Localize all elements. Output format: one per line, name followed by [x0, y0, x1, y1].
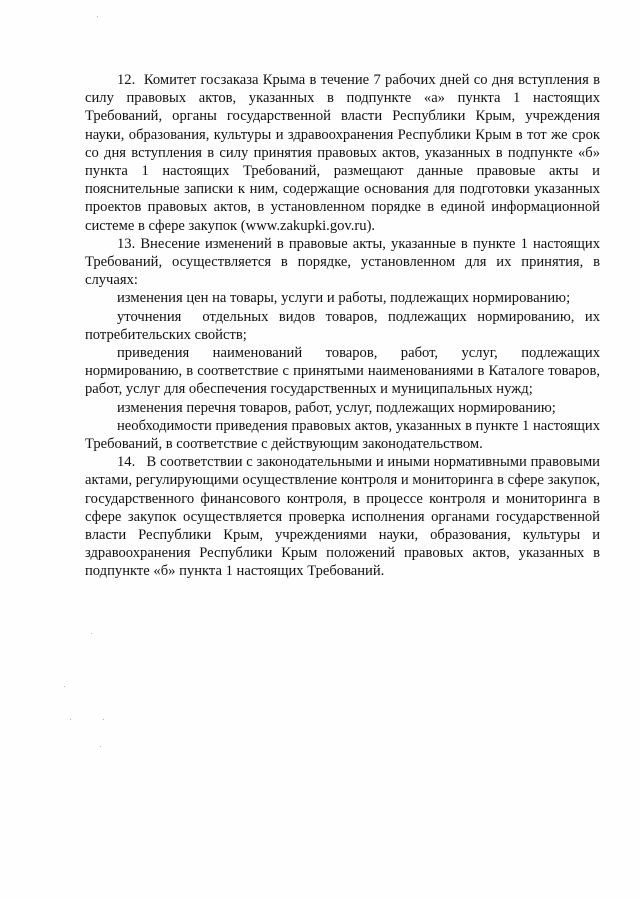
- scan-speck: [100, 746, 101, 747]
- document-body: [85, 71, 600, 581]
- paragraph-14: 14. В соответствии с законодательными и иными нормативными правовыми актами, регулирующими осуществление контроля и мониторинга в сфере закупок, государственного финансового контроля, в процессе контроля и мониторинга в сфере закупок осуществляется проверка исполнения органами государственной власти Республики Крым, учреждениями науки, образования, культуры и здравоохранения Республики Крым положений правовых актов, указанных в подпункте «б» пункта 1 настоящих Требований.: [85, 454, 600, 580]
- scan-speck: [70, 719, 71, 720]
- list-item-catalog-alignment: приведения наименований товаров, работ, услуг, подлежащих нормированию, в соответствие с принятыми наименованиями в Каталоге товаров, работ, услуг для обеспечения государственных и муниципальных нужд;: [85, 345, 600, 398]
- scan-speck: [103, 719, 104, 720]
- list-item-legal-compliance: необходимости приведения правовых актов, указанных в пункте 1 настоящих Требований, в соответствие с действующим законодательством.: [85, 417, 600, 453]
- list-item-clarification: уточнения отдельных видов товаров, подлежащих нормированию, их потребительских свойств;: [85, 308, 600, 343]
- list-item-price-change: изменения цен на товары, услуги и работы, подлежащих нормированию;: [117, 290, 571, 307]
- scan-speck: [97, 16, 98, 17]
- scan-speck: [64, 686, 65, 687]
- paragraph-12: 12. Комитет госзаказа Крыма в течение 7 рабочих дней со дня вступления в силу правовых актов, указанных в подпункте «а» пункта 1 настоящих Требований, органы государственной власти Республики Крым, учреждения науки, образования, культуры и здравоохранения Республики Крым в тот же срок со дня вступления в силу принятия правовых актов, указанных в подпункте «б» пункта 1 настоящих Требований, размещают данные правовые акты и пояснительные записки к ним, содержащие основания для подготовки указанных проектов правовых актов, в установленном порядке в единой информационной системе в сфере закупок (www.zakupki.gov.ru).: [85, 72, 600, 234]
- scan-speck: [91, 633, 92, 634]
- list-item-list-change: изменения перечня товаров, работ, услуг, подлежащих нормированию;: [117, 399, 556, 416]
- paragraph-13: 13. Внесение изменений в правовые акты, указанные в пункте 1 настоящих Требований, осуществляется в порядке, установленном для их принятия, в случаях:: [85, 235, 600, 289]
